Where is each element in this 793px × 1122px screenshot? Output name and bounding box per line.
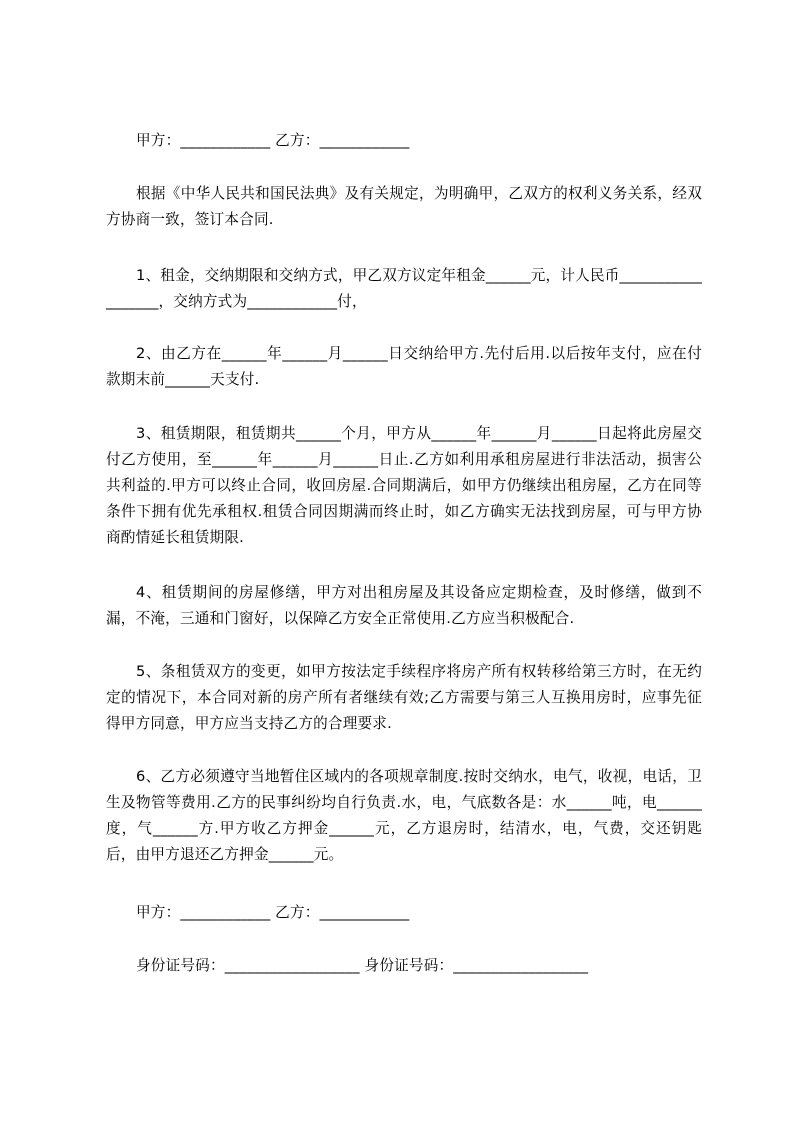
clause-3-term: 3、租赁期限，租赁期共______个月，甲方从______年______月______日起将此房屋交付乙方使用，至______年______月______日止.乙方如利用承租房屋进行非法活动，损害公共利益的.甲方可以终止合同，收回房屋.合同期满后，如甲方仍继续出租房屋，乙方在同等条件下拥有优先承租权.租赁合同因期满而终止时，如乙方确实无法找到房屋，可与甲方协商酌情延长租赁期限. [106, 425, 702, 546]
clause-5-changes: 5、条租赁双方的变更，如甲方按法定手续程序将房产所有权转移给第三方时，在无约定的情况下，本合同对新的房产所有者继续有效;乙方需要与第三人互换用房时，应事先征得甲方同意，甲方应当支持乙方的合理要求. [106, 663, 702, 732]
parties-header-line: 甲方：____________ 乙方：____________ [136, 132, 410, 149]
clause-6-obligations: 6、乙方必须遵守当地暂住区域内的各项规章制度.按时交纳水，电气，收视，电话，卫生及物管等费用.乙方的民事纠纷均自行负责.水，电，气底数各是：水______吨，电______度，气______方.甲方收乙方押金______元，乙方退房时，结清水，电，气费，交还钥匙后，由甲方退还乙方押金______元。 [106, 768, 702, 863]
clause-1-rent: 1、租金，交纳期限和交纳方式，甲乙双方议定年租金______元，计人民币__________________，交纳方式为____________付， [106, 267, 702, 310]
id-number-line: 身份证号码：__________________ 身份证号码：__________________ [136, 957, 589, 974]
parties-signature-line: 甲方：____________ 乙方：____________ [136, 904, 410, 921]
preamble-paragraph: 根据《中华人民共和国民法典》及有关规定，为明确甲，乙双方的权利义务关系，经双方协商一致，签订本合同. [106, 185, 702, 228]
clause-4-repairs: 4、租赁期间的房屋修缮，甲方对出租房屋及其设备应定期检查，及时修缮，做到不漏，不淹，三通和门窗好，以保障乙方安全正常使用.乙方应当积极配合. [106, 584, 702, 627]
clause-2-payment: 2、由乙方在______年______月______日交纳给甲方.先付后用.以后按年支付，应在付款期末前______天支付. [106, 345, 702, 388]
